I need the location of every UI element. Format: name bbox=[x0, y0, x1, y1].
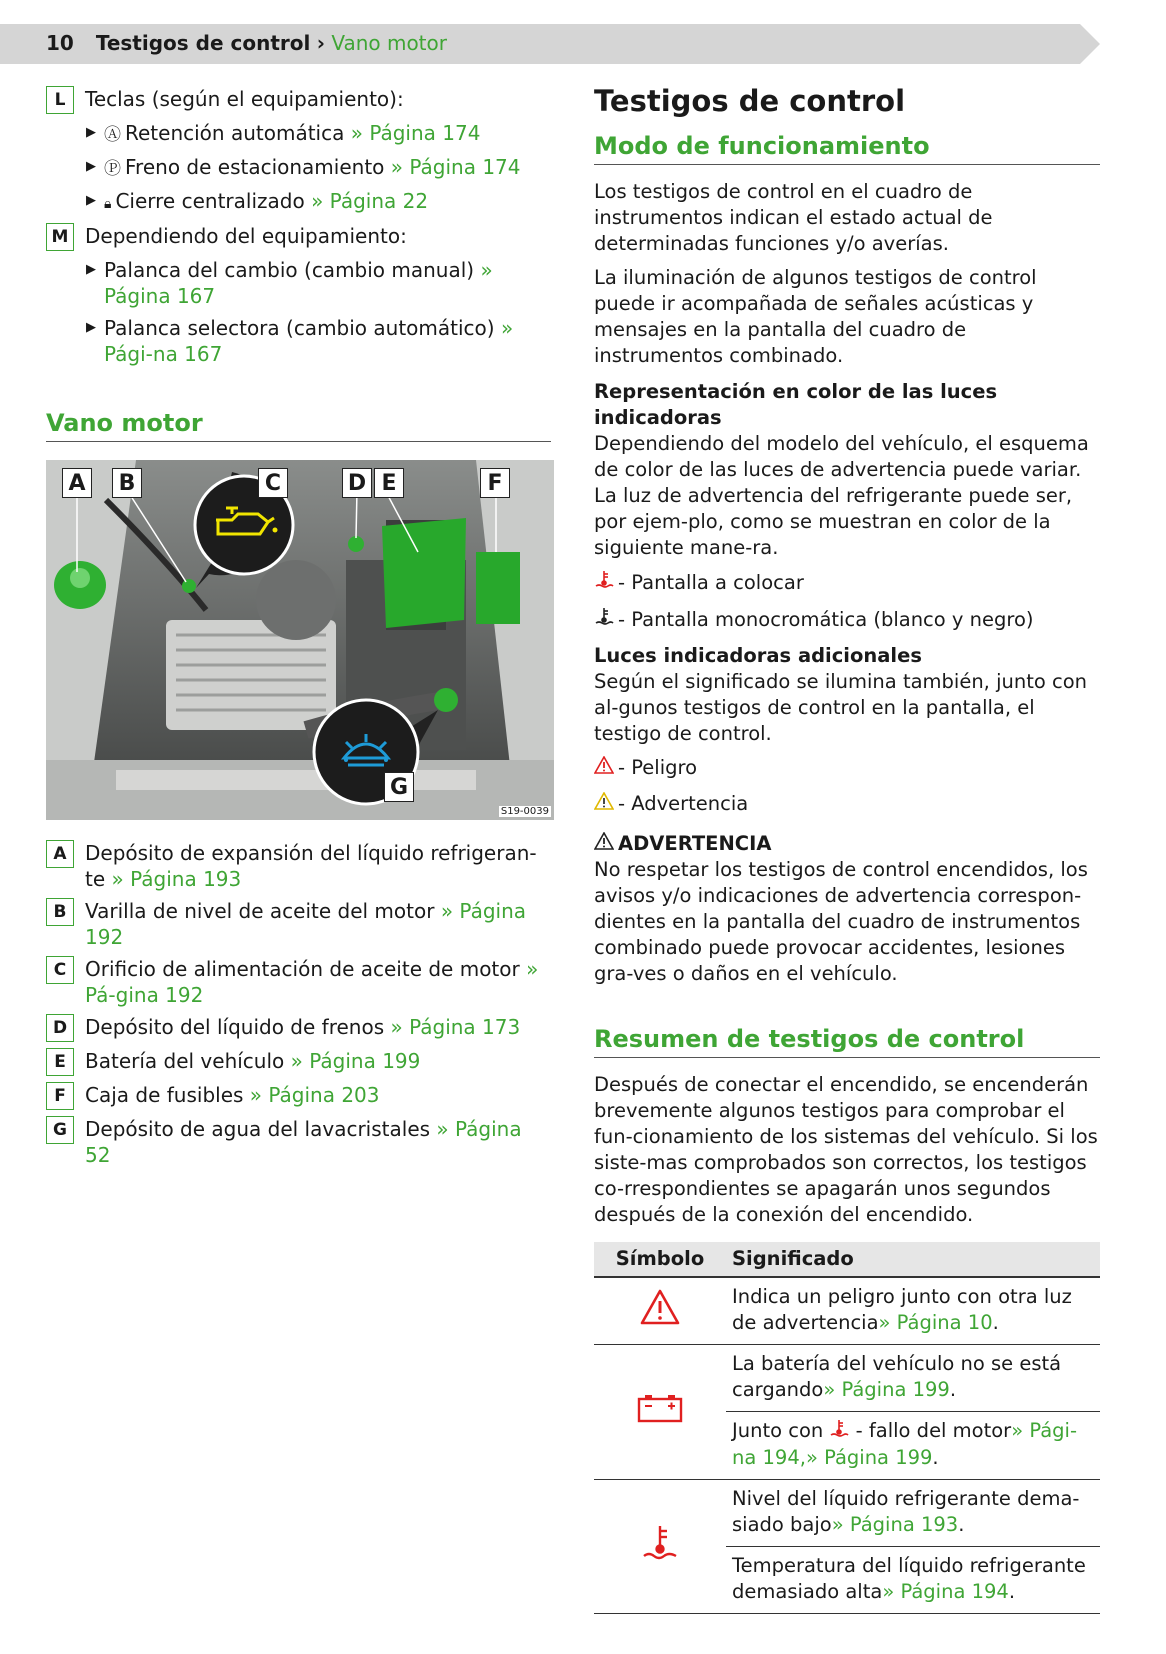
item-text: Palanca del cambio (cambio manual) bbox=[104, 258, 475, 282]
legend-text: Orificio de alimentación de aceite de motor bbox=[85, 957, 520, 981]
meaning-cell bbox=[726, 1547, 1100, 1614]
page-link[interactable]: » Página 193 bbox=[111, 867, 242, 891]
meaning-text: Junto con bbox=[732, 1419, 824, 1442]
coolant-color-icon bbox=[829, 1418, 849, 1445]
page-link[interactable]: » Página 173 bbox=[390, 1015, 521, 1039]
legend-item-c bbox=[46, 956, 551, 1008]
icon-line-text: - Pantalla a colocar bbox=[618, 570, 804, 594]
table-row bbox=[594, 1345, 1100, 1412]
coolant-mono-icon bbox=[594, 606, 618, 633]
item-text: Retención automática bbox=[125, 121, 345, 145]
key-box: E bbox=[46, 1048, 74, 1076]
photo-label-d: D bbox=[342, 468, 372, 498]
key-box: B bbox=[46, 898, 74, 926]
paragraph: La iluminación de algunos testigos de control puede ir acompañada de señales acústicas y mensajes en la pantalla del cuadro de instrumentos combinado. bbox=[594, 266, 1037, 367]
legend-list bbox=[46, 840, 551, 1168]
meaning-text: - fallo del motor bbox=[855, 1419, 1012, 1442]
color-display-line bbox=[594, 569, 1100, 596]
legend-item-g bbox=[46, 1116, 551, 1168]
paragraph: Según el significado se ilumina también, junto con al-gunos testigos de control en la pantalla, el testigo de control. bbox=[594, 670, 1088, 745]
page-link[interactable]: » Página 199 bbox=[805, 1446, 933, 1469]
symbol-cell bbox=[594, 1345, 726, 1480]
meaning-cell bbox=[726, 1277, 1100, 1345]
coolant-color-icon bbox=[594, 569, 618, 596]
column-header-meaning: Significado bbox=[726, 1242, 1100, 1277]
caution-warning-icon bbox=[594, 791, 618, 817]
page-link[interactable]: » Página 174 bbox=[350, 121, 481, 145]
page-link[interactable]: » Pá-gina 192 bbox=[85, 957, 539, 1007]
battery-icon bbox=[636, 1392, 684, 1424]
symbol-cell bbox=[594, 1277, 726, 1345]
legend-text: Caja de fusibles bbox=[85, 1083, 244, 1107]
page-link[interactable]: » Página 199 bbox=[290, 1049, 421, 1073]
page-link[interactable]: » Página 22 bbox=[311, 189, 429, 213]
header-section: Testigos de control bbox=[95, 31, 311, 55]
legend-item-f bbox=[46, 1082, 551, 1110]
sublist-M bbox=[86, 257, 551, 367]
engine-bay-drawing bbox=[46, 460, 554, 820]
table-header-row bbox=[594, 1242, 1100, 1277]
meaning-text: Indica un peligro junto con otra luz de advertencia bbox=[732, 1285, 1072, 1334]
punct: . bbox=[992, 1311, 999, 1334]
warning-heading bbox=[594, 831, 1100, 857]
legend-text: Depósito de expansión del líquido refrigeran-te bbox=[85, 841, 537, 891]
key-text: Teclas (según el equipamiento): bbox=[85, 87, 404, 111]
page-link[interactable]: » Página 194 bbox=[882, 1580, 1009, 1603]
warning-triangle-icon bbox=[594, 831, 618, 857]
page-link[interactable]: » Página 10 bbox=[878, 1311, 993, 1334]
icon-line-text: - Advertencia bbox=[618, 792, 749, 815]
triangle-bullet-icon: ▶ bbox=[86, 125, 96, 140]
triangle-bullet-icon: ▶ bbox=[86, 320, 96, 335]
photo-label-b: B bbox=[112, 468, 142, 498]
symbol-cell bbox=[594, 1480, 726, 1614]
key-box: M bbox=[46, 223, 74, 251]
page-link[interactable]: » Página 199 bbox=[823, 1378, 950, 1401]
page-number: 10 bbox=[46, 31, 74, 55]
modo-title: Modo de funcionamiento bbox=[594, 132, 1100, 165]
list-item bbox=[86, 315, 551, 367]
key-text: Dependiendo del equipamiento: bbox=[85, 224, 407, 248]
legend-item-b bbox=[46, 898, 551, 950]
meaning-text: Nivel del líquido refrigerante dema-siado bajo bbox=[732, 1487, 1080, 1536]
photo-label-g: G bbox=[384, 772, 414, 802]
subheading: Representación en color de las luces indicadoras bbox=[594, 380, 998, 429]
right-column bbox=[594, 84, 1100, 1614]
page-link[interactable]: » Página 203 bbox=[249, 1083, 380, 1107]
punct: . bbox=[932, 1446, 939, 1469]
list-item bbox=[86, 154, 551, 182]
triangle-bullet-icon: ▶ bbox=[86, 193, 96, 208]
legend-text: Batería del vehículo bbox=[85, 1049, 285, 1073]
photo-label-f: F bbox=[480, 468, 510, 498]
legend-item-d bbox=[46, 1014, 551, 1042]
punct: . bbox=[958, 1513, 965, 1536]
item-text: Cierre centralizado bbox=[115, 189, 305, 213]
coolant-temperature-icon bbox=[640, 1522, 680, 1562]
photo-label-c: C bbox=[258, 468, 288, 498]
table-row bbox=[594, 1277, 1100, 1345]
paragraph: Después de conectar el encendido, se encenderán brevemente algunos testigos para comprobar el fun-cionamiento de los sistemas del vehículo. Si los siste-mas comprobados son correctos, los testigos co-rrespondientes se apagarán unos segundos después de la conexión del encendido. bbox=[594, 1073, 1098, 1226]
key-box: G bbox=[46, 1116, 74, 1144]
page-link[interactable]: » Página 174 bbox=[390, 155, 521, 179]
page-header bbox=[46, 31, 447, 55]
item-text: Palanca selectora (cambio automático) bbox=[104, 316, 495, 340]
sublist-L bbox=[86, 120, 551, 217]
item-text: Freno de estacionamiento bbox=[125, 155, 385, 179]
key-box: L bbox=[46, 86, 74, 114]
list-item bbox=[86, 120, 551, 148]
legend-text: Depósito de agua del lavacristales bbox=[85, 1117, 431, 1141]
icon-line-text: - Peligro bbox=[618, 756, 698, 779]
column-header-symbol: Símbolo bbox=[594, 1242, 726, 1277]
key-box: C bbox=[46, 956, 74, 984]
warning-title: ADVERTENCIA bbox=[618, 832, 772, 855]
legend-item-e bbox=[46, 1048, 551, 1076]
photo-label-a: A bbox=[62, 468, 92, 498]
key-L bbox=[46, 86, 551, 114]
key-box: D bbox=[46, 1014, 74, 1042]
left-column bbox=[46, 86, 551, 1174]
vano-motor-title: Vano motor bbox=[46, 409, 551, 442]
header-arrow: › bbox=[316, 31, 325, 55]
meaning-cell bbox=[726, 1480, 1100, 1547]
parking-brake-icon: Ⓟ bbox=[104, 159, 121, 179]
legend-text: Varilla de nivel de aceite del motor bbox=[85, 899, 435, 923]
page-link[interactable]: » Pági-na 194, bbox=[732, 1419, 1077, 1469]
auto-hold-icon: Ⓐ bbox=[104, 125, 121, 145]
list-item bbox=[86, 257, 551, 309]
legend-item-a bbox=[46, 840, 551, 892]
page-title: Testigos de control bbox=[594, 84, 906, 118]
danger-warning-icon bbox=[640, 1289, 680, 1325]
meaning-cell bbox=[726, 1412, 1100, 1480]
legend-text: Depósito del líquido de frenos bbox=[85, 1015, 385, 1039]
resumen-title: Resumen de testigos de control bbox=[594, 1025, 1100, 1058]
symbols-table bbox=[594, 1242, 1100, 1614]
triangle-bullet-icon: ▶ bbox=[86, 159, 96, 174]
page-link[interactable]: » Página 193 bbox=[831, 1513, 959, 1536]
meaning-text: Temperatura del líquido refrigerante demasiado alta bbox=[732, 1554, 1086, 1603]
key-box: F bbox=[46, 1082, 74, 1110]
page-link[interactable]: » Página 167 bbox=[104, 258, 493, 308]
triangle-bullet-icon: ▶ bbox=[86, 262, 96, 277]
mono-display-line bbox=[594, 606, 1100, 633]
warning-text: No respetar los testigos de control encendidos, los avisos y/o indicaciones de advertencia correspon-dientes en la pantalla del cuadro de instrumentos combinado puede provocar accidentes, lesiones gra-ves o daños en el vehículo. bbox=[594, 858, 1088, 985]
key-box: A bbox=[46, 840, 74, 868]
paragraph: Dependiendo del modelo del vehículo, el esquema de color de las luces de advertencia puede variar. La luz de advertencia del refrigerante puede ser, por ejem-plo, como se muestran en color de la siguiente mane-ra. bbox=[594, 432, 1089, 559]
lock-icon: 🔒︎ bbox=[104, 196, 112, 212]
punct: . bbox=[1008, 1580, 1016, 1603]
paragraph: Los testigos de control en el cuadro de instrumentos indican el estado actual de determinadas funciones y/o averías. bbox=[594, 180, 993, 255]
danger-line bbox=[594, 755, 1100, 781]
page-link[interactable]: » Pági-na 167 bbox=[104, 316, 514, 366]
photo-label-e: E bbox=[374, 468, 404, 498]
engine-bay-image bbox=[46, 460, 554, 820]
icon-line-text: - Pantalla monocromática (blanco y negro) bbox=[618, 607, 1034, 631]
meaning-cell bbox=[726, 1345, 1100, 1412]
meaning-text: La batería del vehículo no se está cargando bbox=[732, 1352, 1062, 1401]
page-link[interactable]: » Página 192 bbox=[85, 899, 527, 949]
page-link[interactable]: » Página 52 bbox=[85, 1117, 522, 1167]
danger-warning-icon bbox=[594, 755, 618, 781]
advertencia-line bbox=[594, 791, 1100, 817]
punct: . bbox=[949, 1378, 957, 1401]
subheading: Luces indicadoras adicionales bbox=[594, 644, 922, 667]
list-item bbox=[86, 188, 551, 217]
header-subsection[interactable]: Vano motor bbox=[331, 31, 447, 55]
table-row bbox=[594, 1480, 1100, 1547]
key-M bbox=[46, 223, 551, 251]
image-code: S19-0039 bbox=[500, 806, 549, 817]
